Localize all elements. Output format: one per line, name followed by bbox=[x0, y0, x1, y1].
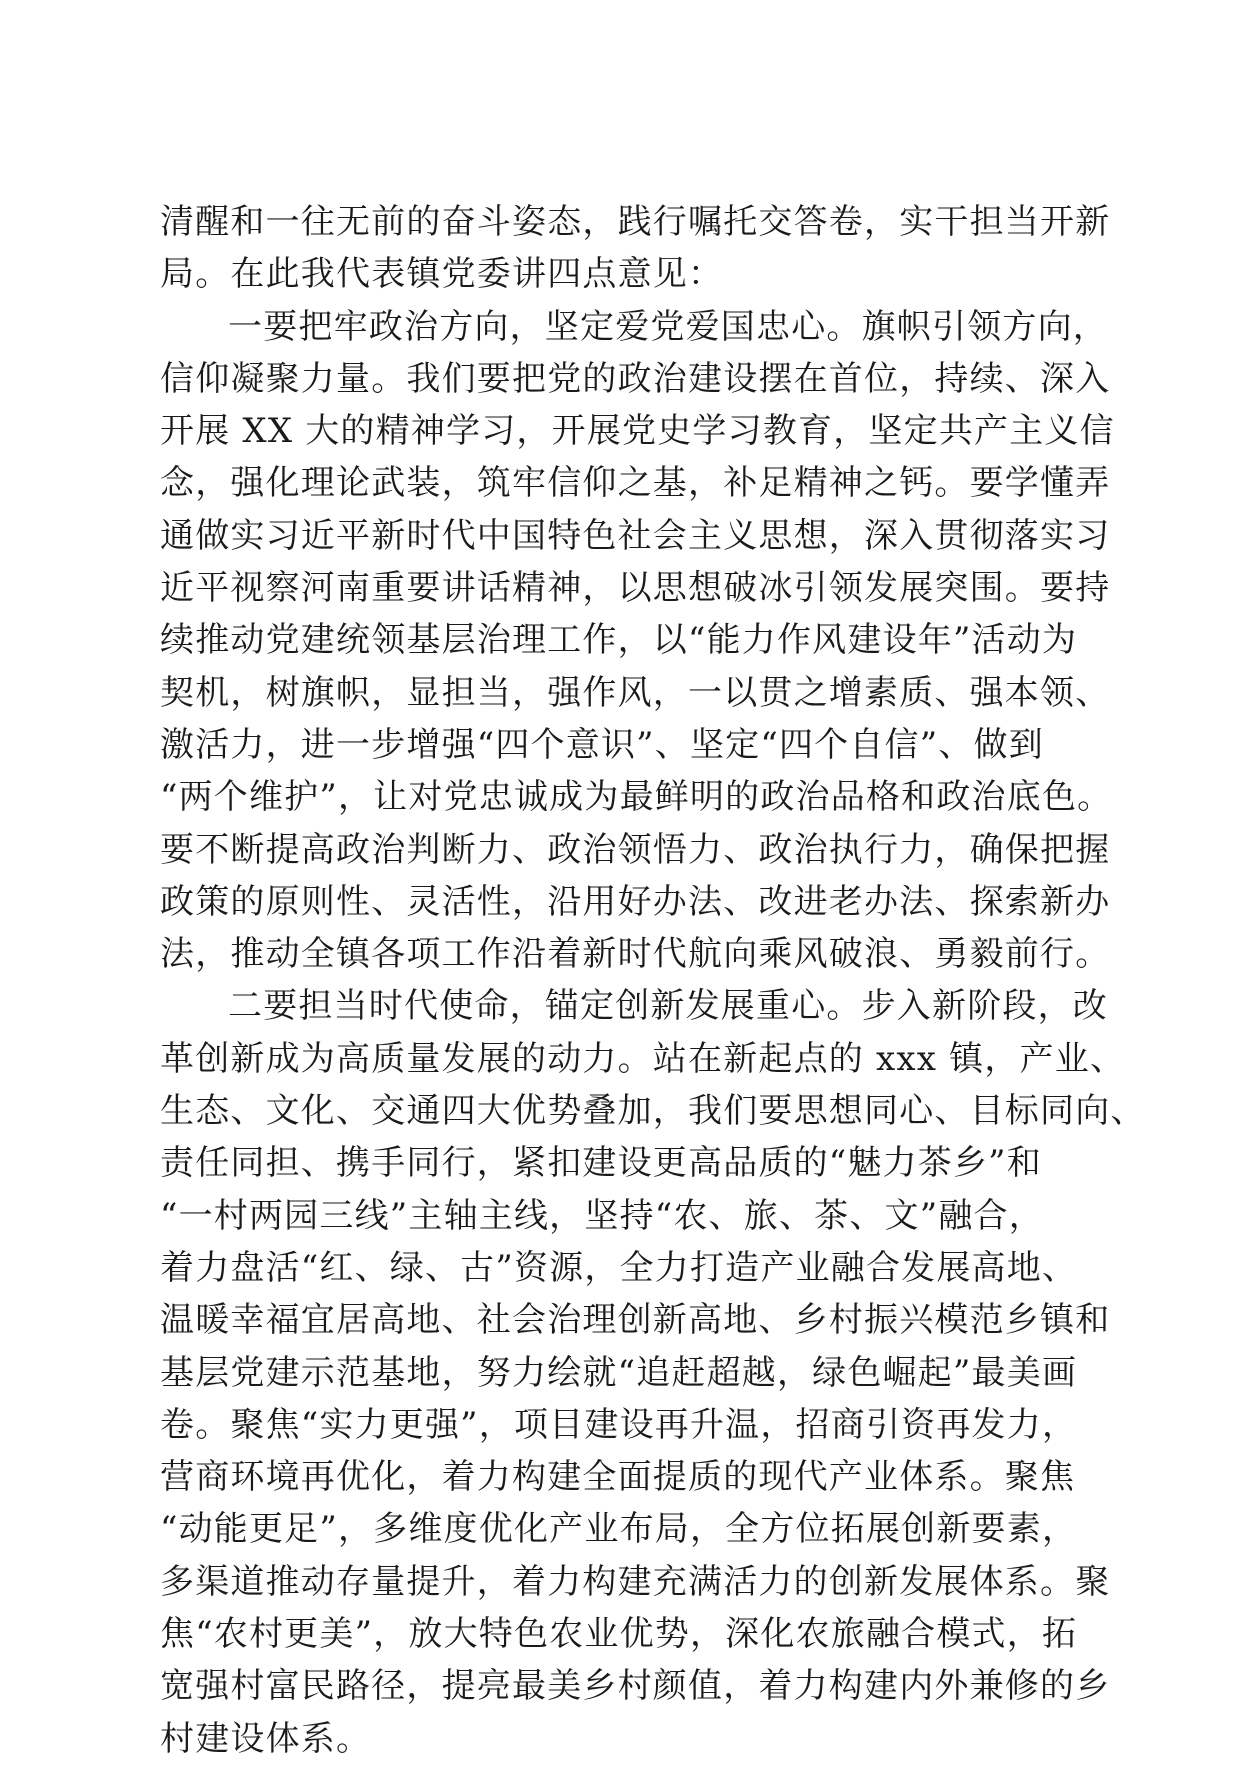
text-line: 开展 XX 大的精神学习，开展党史学习教育，坚定共产主义信 bbox=[160, 411, 1115, 452]
text-line: 卷。聚焦“实力更强”，项目建设再升温，招商引资再发力， bbox=[160, 1404, 1078, 1445]
text-line: 清醒和一往无前的奋斗姿态，践行嘱托交答卷，实干担当开新 bbox=[160, 202, 1111, 242]
text-line: 法，推动全镇各项工作沿着新时代航向乘风破浪、勇毅前行。 bbox=[160, 934, 1111, 975]
text-line: 革创新成为高质量发展的动力。站在新起点的 xxx 镇，产业、 bbox=[160, 1038, 1126, 1079]
text-line: 焦“农村更美”，放大特色农业优势，深化农旅融合模式，拓 bbox=[160, 1614, 1078, 1655]
text-line: 念，强化理论武装，筑牢信仰之基，补足精神之钙。要学懂弄 bbox=[160, 463, 1111, 504]
text-line: 续推动党建统领基层治理工作，以“能力作风建设年”活动为 bbox=[160, 620, 1078, 661]
document-page bbox=[160, 196, 1146, 1765]
text-line: 着力盘活“红、绿、古”资源，全力打造产业融合发展高地、 bbox=[160, 1247, 1078, 1288]
text-line: 基层党建示范基地，努力绘就“追赶超越，绿色崛起”最美画 bbox=[160, 1352, 1078, 1393]
text-line: 宽强村富民路径，提亮最美乡村颜值，着力构建内外兼修的乡 bbox=[160, 1666, 1111, 1707]
text-line: 局。在此我代表镇党委讲四点意见： bbox=[160, 254, 724, 295]
text-line: 政策的原则性、灵活性，沿用好办法、改进老办法、探索新办 bbox=[160, 881, 1111, 922]
text-line: 契机，树旗帜，显担当，强作风，一以贯之增素质、强本领、 bbox=[160, 672, 1111, 713]
text-line: 要不断提高政治判断力、政治领悟力、政治执行力，确保把握 bbox=[160, 829, 1111, 870]
text-line: 温暖幸福宜居高地、社会治理创新高地、乡村振兴模范乡镇和 bbox=[160, 1300, 1111, 1341]
text-line: 多渠道推动存量提升，着力构建充满活力的创新发展体系。聚 bbox=[160, 1561, 1111, 1602]
text-line: “两个维护”，让对党忠诚成为最鲜明的政治品格和政治底色。 bbox=[160, 777, 1113, 818]
paragraph-first-line: 二要担当时代使命，锚定创新发展重心。步入新阶段，改 bbox=[228, 986, 1108, 1027]
text-line: 激活力，进一步增强“四个意识”、坚定“四个自信”、做到 bbox=[160, 724, 1044, 765]
text-line: “动能更足”，多维度优化产业布局，全方位拓展创新要素， bbox=[160, 1509, 1078, 1550]
text-line: 近平视察河南重要讲话精神，以思想破冰引领发展突围。要持 bbox=[160, 568, 1111, 609]
text-line: 信仰凝聚力量。我们要把党的政治建设摆在首位，持续、深入 bbox=[160, 358, 1111, 399]
text-line: 责任同担、携手同行，紧扣建设更高品质的“魅力茶乡”和 bbox=[160, 1143, 1042, 1184]
paragraph-first-line: 一要把牢政治方向，坚定爱党爱国忠心。旗帜引领方向， bbox=[228, 306, 1108, 347]
text-line: 村建设体系。 bbox=[160, 1718, 372, 1759]
text-line: “一村两园三线”主轴主线，坚持“农、旅、茶、文”融合， bbox=[160, 1195, 1044, 1236]
text-line: 通做实习近平新时代中国特色社会主义思想，深入贯彻落实习 bbox=[160, 515, 1111, 556]
text-line: 生态、文化、交通四大优势叠加，我们要思想同心、目标同向、 bbox=[160, 1091, 1146, 1132]
text-line: 营商环境再优化，着力构建全面提质的现代产业体系。聚焦 bbox=[160, 1457, 1076, 1498]
